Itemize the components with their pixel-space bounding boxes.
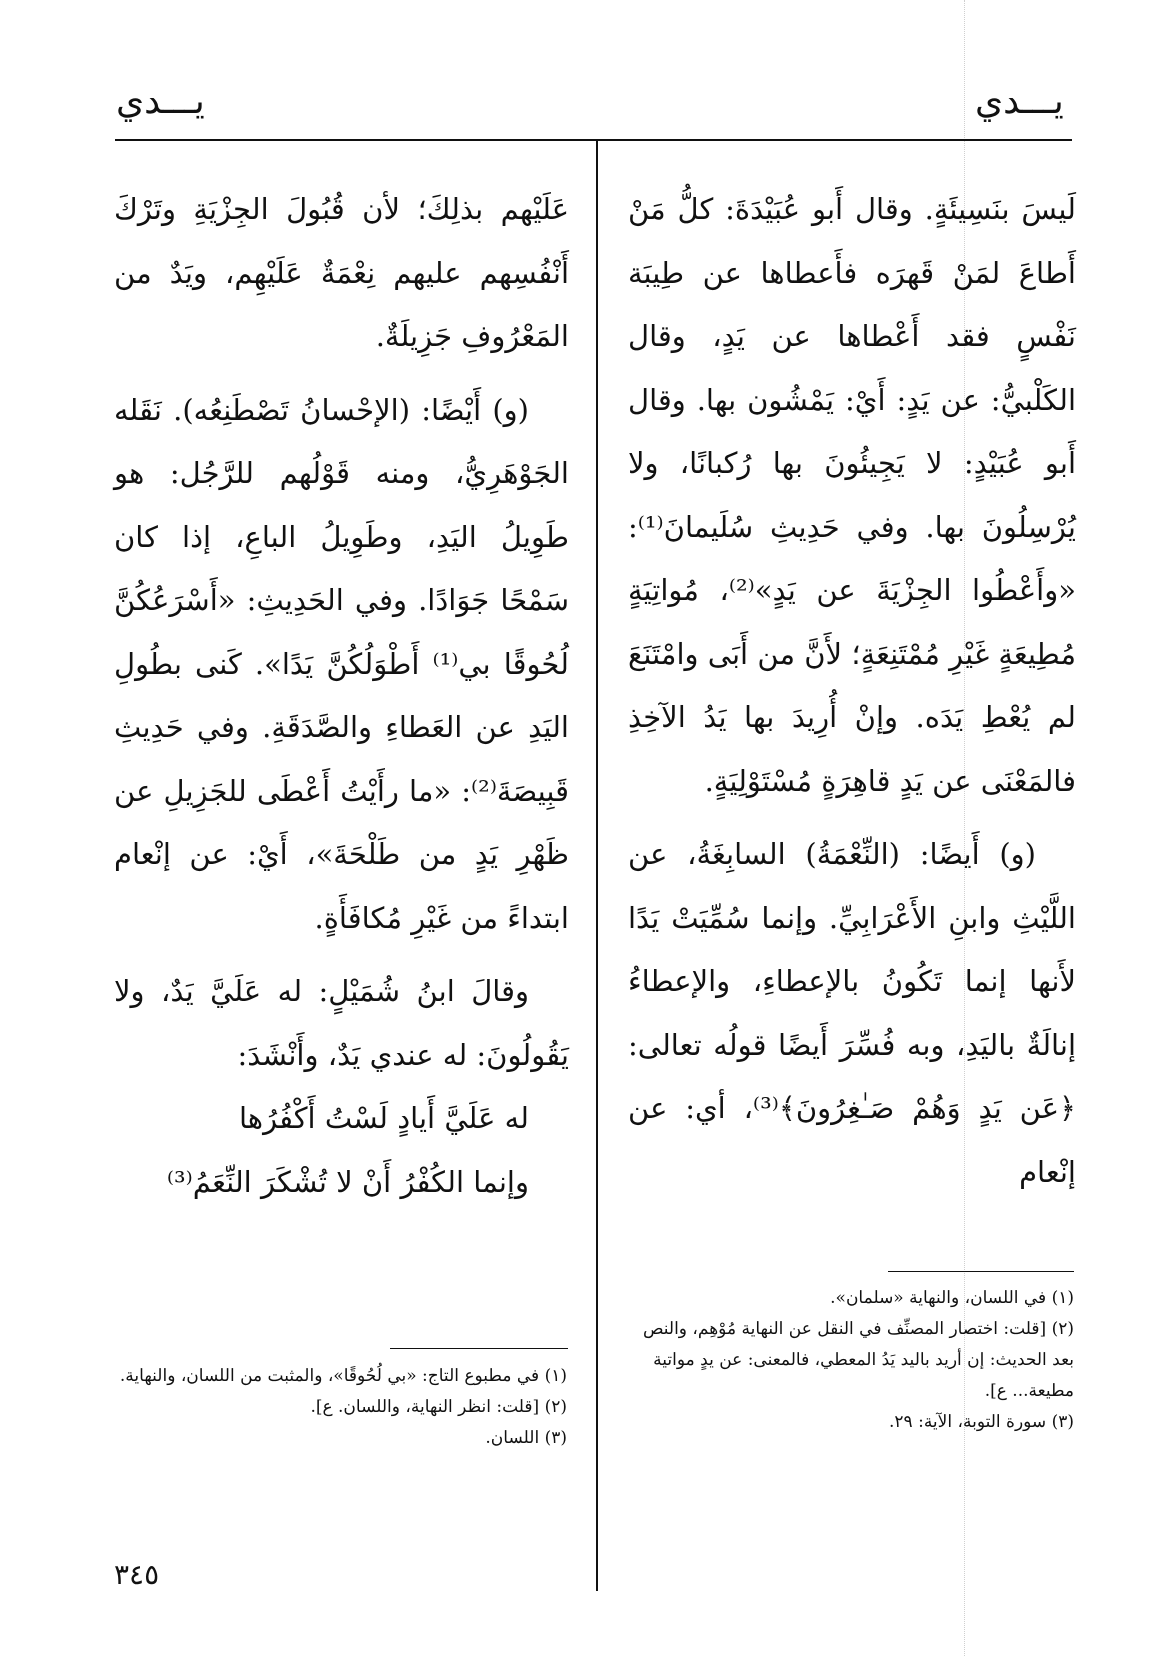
footnote: (١) في مطبوع التاج: «بي لُحُوقًا»، والمثبت من اللسان، والنهاية.	[119, 1366, 567, 1386]
footnote: (٢) [قلت: انظر النهاية، واللسان. ع].	[310, 1397, 567, 1417]
footnotes-right	[628, 1283, 1076, 1438]
paragraph: لَيسَ بنَسِيئَةٍ. وقال أَبو عُبَيْدَةَ: كلُّ مَنْ أَطاعَ لمَنْ قَهرَه فأَعطاها عن طِيبَة نَفْسٍ فقد أَعْطاها عن يَدٍ، وقال الكَلْبيُّ: عن يَدٍ: أَيْ: يَمْشُون بها. وقال أَبو عُبَيْدٍ: لا يَجِيئُونَ بها رُكبانًا، ولا يُرْسِلُونَ بها. وفي حَدِيثِ سُلَيمانَ⁽¹⁾: «وأَعْطُوا الجِزْيَةَ عن يَدٍ»⁽²⁾، مُواتِيَةٍ مُطِيعَةٍ غَيْرِ مُمْتَنِعَةٍ؛ لأَنَّ من أَبَى وامْتَنَعَ لم يُعْطِ يَدَه. وإنْ أُرِيدَ بها يَدُ الآخِذِ فالمَعْنَى عن يَدٍ قاهِرَةٍ مُسْتَوْلِيَةٍ.	[628, 192, 1076, 798]
left-text-column	[114, 178, 569, 1214]
footnote: (٣) سورة التوبة، الآية: ٢٩.	[889, 1412, 1074, 1432]
paragraph: وقالَ ابنُ شُمَيْلٍ: له عَلَيَّ يَدٌ، ولا يَقُولُونَ: له عندي يَدٌ، وأَنْشَدَ:	[114, 974, 569, 1072]
right-text-column	[628, 178, 1076, 1204]
verse-line: وإنما الكُفْرُ أَنْ لا تُشْكَرَ النِّعَمُ⁽³⁾	[166, 1164, 529, 1199]
footnote: (٣) اللسان.	[485, 1428, 567, 1448]
footnote-rule	[888, 1271, 1074, 1272]
footnote: (٢) [قلت: اختصار المصنِّف في النقل عن النهاية مُوْهِم، والنص بعد الحديث: إن أريد باليد يَدُ المعطي، فالمعنى: عن يدٍ مواتية مطيعة... ع].	[642, 1319, 1074, 1401]
verse-line: له عَلَيَّ أَيادٍ لَسْتُ أَكْفُرُها	[238, 1101, 529, 1135]
column-divider	[596, 139, 598, 1591]
page-number: ٣٤٥	[114, 1558, 160, 1591]
paragraph: (و) أَيضًا: (النِّعْمَةُ) السابِغَةُ، عن اللَّيْثِ وابنِ الأَعْرَابِيِّ. وإنما سُمِّيَتْ يَدًا لأَنها إنما تَكُونُ بالإعطاءِ، والإعطاءُ إنالَةٌ باليَدِ، وبه فُسِّرَ أَيضًا قولُه تعالى: ﴿عَن يَدٍ وَهُمْ صَـٰغِرُونَ﴾⁽³⁾، أي: عن إنْعام	[628, 837, 1076, 1189]
footnote-rule	[390, 1348, 568, 1349]
footnotes-left	[114, 1361, 569, 1454]
header-rule	[115, 139, 1072, 141]
running-header-left: يـــدي	[116, 81, 205, 122]
footnote: (١) في اللسان، والنهاية «سلمان».	[830, 1288, 1074, 1308]
paragraph: عَلَيْهم بذلِكَ؛ لأن قُبُولَ الجِزْيَةِ وتَرْكَ أَنْفُسِهم عليهم نِعْمَةٌ عَلَيْهِم، ويَدٌ من المَعْرُوفِ جَزِيلَةٌ.	[114, 192, 569, 353]
running-header-right: يـــدي	[975, 81, 1064, 122]
paragraph: (و) أَيْضًا: (الإحْسانُ تَصْطَنِعُه). نَقَله الجَوْهَرِيُّ، ومنه قَوْلُهم للرَّجُل: هو طَوِيلُ اليَدِ، وطَوِيلُ الباعِ، إذا كان سَمْحًا جَوَادًا. وفي الحَدِيثِ: «أَسْرَعُكُنَّ لُحُوقًا بي⁽¹⁾ أَطْوَلُكُنَّ يَدًا». كَنى بطُولِ اليَدِ عن العَطاءِ والصَّدَقَةِ. وفي حَدِيثِ قَبِيصَةَ⁽²⁾: «ما رأَيْتُ أَعْطَى للجَزِيلِ عن ظَهْرِ يَدٍ من طَلْحَةَ»، أَيْ: عن إنْعام ابتداءً من غَيْرِ مُكافَأَةٍ.	[114, 392, 569, 935]
